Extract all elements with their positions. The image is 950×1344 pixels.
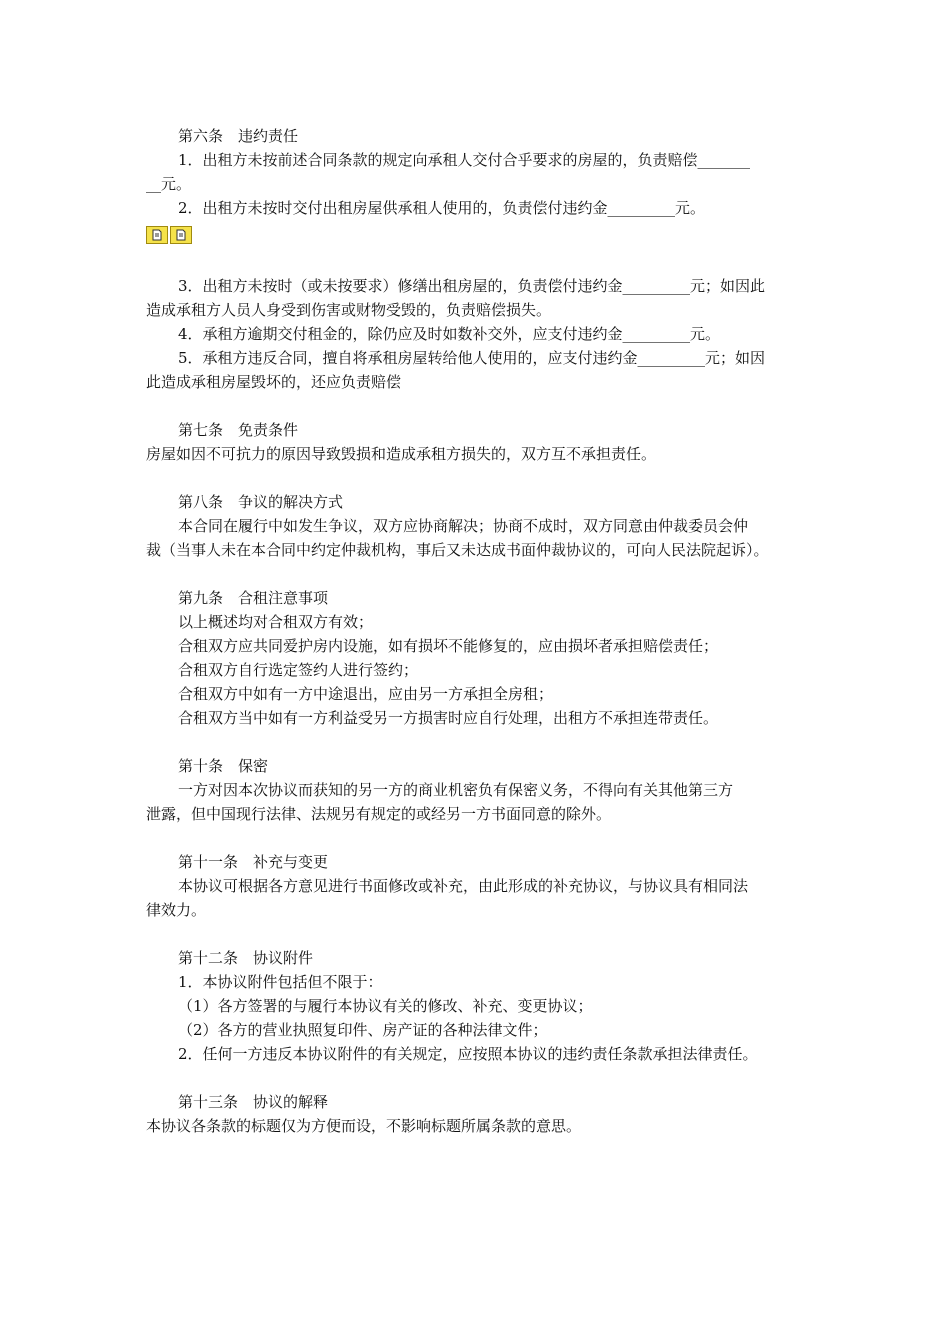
article-6-line-1b: __元。 <box>146 175 192 193</box>
article-9-line-3: 合租双方自行选定签约人进行签约； <box>178 661 419 679</box>
article-8-line-1b: 裁（当事人未在本合同中约定仲裁机构，事后又未达成书面仲裁协议的，可向人民法院起诉）。 <box>146 541 769 559</box>
article-6-title: 第六条 违约责任 <box>178 127 299 145</box>
article-6-line-3a: 3．出租方未按时（或未按要求）修缮出租房屋的，负责偿付违约金_________元；如因此 <box>178 277 766 295</box>
article-7-line-1: 房屋如因不可抗力的原因导致毁损和造成承租方损失的，双方互不承担责任。 <box>146 445 657 463</box>
article-11-line-1a: 本协议可根据各方意见进行书面修改或补充，由此形成的补充协议，与协议具有相同法 <box>178 877 749 895</box>
article-6-line-5a: 5．承租方违反合同，擅自将承租房屋转给他人使用的，应支付违约金_________元；如因 <box>178 349 766 367</box>
article-6-line-2: 2．出租方未按时交付出租房屋供承租人使用的，负责偿付违约金_________元。 <box>178 199 706 217</box>
article-11-title: 第十一条 补充与变更 <box>178 853 329 871</box>
article-7-title: 第七条 免责条件 <box>178 421 299 439</box>
article-12-line-3: （2）各方的营业执照复印件、房产证的各种法律文件； <box>178 1021 548 1039</box>
article-9-line-2: 合租双方应共同爱护房内设施，如有损坏不能修复的，应由损坏者承担赔偿责任； <box>178 637 719 655</box>
article-8-title: 第八条 争议的解决方式 <box>178 493 344 511</box>
article-12-line-4: 2．任何一方违反本协议附件的有关规定，应按照本协议的违约责任条款承担法律责任。 <box>178 1045 758 1063</box>
article-10-title: 第十条 保密 <box>178 757 269 775</box>
article-9-title: 第九条 合租注意事项 <box>178 589 329 607</box>
article-6-line-1a: 1．出租方未按前述合同条款的规定向承租人交付合乎要求的房屋的，负责赔偿_______ <box>178 151 751 169</box>
article-6-line-5b: 此造成承租房屋毁坏的，还应负责赔偿 <box>146 373 402 391</box>
article-6-line-4: 4．承租方逾期交付租金的，除仍应及时如数补交外，应支付违约金_________元。 <box>178 325 721 343</box>
article-13-title: 第十三条 协议的解释 <box>178 1093 329 1111</box>
article-13-line-1: 本协议各条款的标题仅为方便而设，不影响标题所属条款的意思。 <box>146 1117 582 1135</box>
article-12-line-2: （1）各方签署的与履行本协议有关的修改、补充、变更协议； <box>178 997 593 1015</box>
document-icon <box>170 226 192 244</box>
article-9-line-5: 合租双方当中如有一方利益受另一方损害时应自行处理，出租方不承担连带责任。 <box>178 709 719 727</box>
article-10-line-1b: 泄露，但中国现行法律、法规另有规定的或经另一方书面同意的除外。 <box>146 805 612 823</box>
article-9-line-4: 合租双方中如有一方中途退出，应由另一方承担全房租； <box>178 685 554 703</box>
document-page <box>146 124 814 1138</box>
article-11-line-1b: 律效力。 <box>146 901 207 919</box>
article-10-line-1a: 一方对因本次协议而获知的另一方的商业机密负有保密义务，不得向有关其他第三方 <box>178 781 734 799</box>
article-9-line-1: 以上概述均对合租双方有效； <box>178 613 374 631</box>
embedded-icons <box>146 226 814 244</box>
article-12-title: 第十二条 协议附件 <box>178 949 314 967</box>
document-icon <box>146 226 168 244</box>
article-6-line-3b: 造成承租方人员人身受到伤害或财物受毁的，负责赔偿损失。 <box>146 301 552 319</box>
article-8-line-1a: 本合同在履行中如发生争议，双方应协商解决；协商不成时，双方同意由仲裁委员会仲 <box>178 517 749 535</box>
article-12-line-1: 1．本协议附件包括但不限于： <box>178 973 383 991</box>
